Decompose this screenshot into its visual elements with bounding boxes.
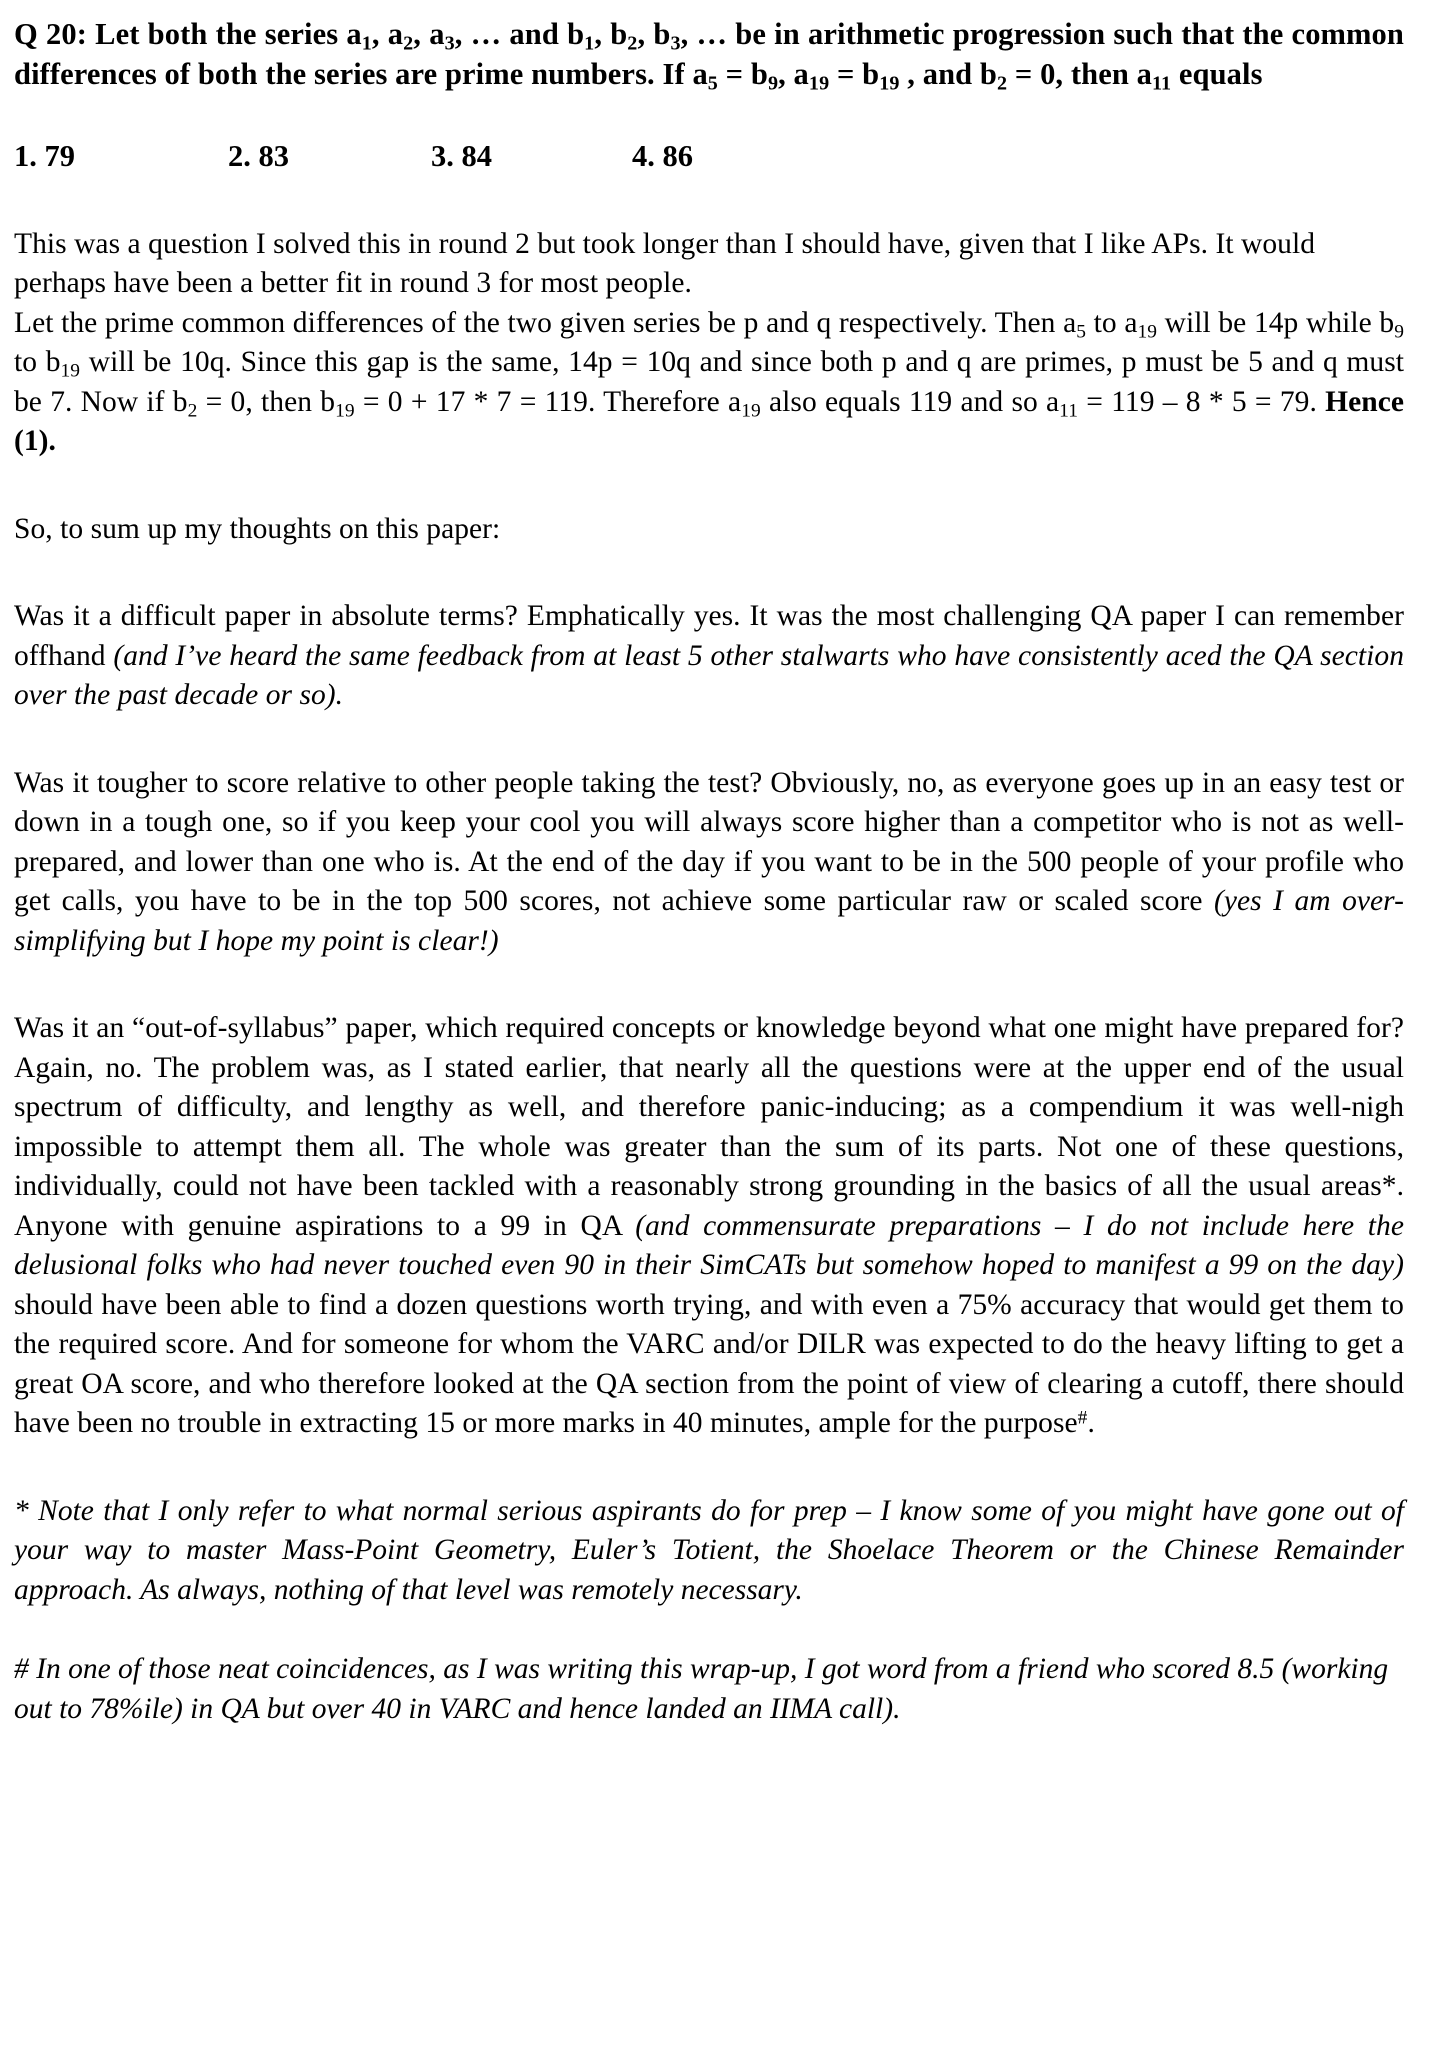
spacer-before-footnotes	[14, 1444, 1404, 1492]
work-text-6: = 0, then b	[197, 385, 336, 418]
answer-options-row	[14, 139, 1404, 185]
relative-italic-aside: (yes I am over-simplifying but I hope my point is clear!)	[14, 885, 1404, 957]
answer-option-4[interactable]: 4. 86	[632, 138, 693, 173]
question-text-12: = 0, then a	[1007, 57, 1152, 92]
subscript-b2: 2	[627, 32, 638, 55]
paragraph-out-of-syllabus	[14, 1009, 1404, 1444]
question-text-5: , b	[594, 17, 628, 51]
question-stem	[14, 14, 1404, 95]
work-sub-b9: 9	[1394, 320, 1404, 342]
work-sub-b2: 2	[187, 400, 198, 421]
work-sub-a19-b: 19	[741, 400, 761, 421]
subscript-a11: 11	[1151, 72, 1172, 95]
work-text-7: = 0 + 17 * 7 = 119. Therefore a	[354, 385, 742, 418]
question-text-11: , and b	[899, 57, 997, 92]
work-text-8: also equals 119 and so a	[760, 385, 1060, 418]
solution-intro-paragraph: This was a question I solved this in round 2 but took longer than I should have, given that I like APs. It would perhaps have been a better fit in round 3 for most people.	[14, 227, 1315, 300]
subscript-b9: 9	[767, 72, 779, 95]
syllabus-italic-aside: (and commensurate preparations – I do not include here the delusional folks who had never touched even 90 in their SimCATs but somehow hoped to manifest a 99 on the day)	[14, 1209, 1404, 1282]
question-text-4: , … and b	[454, 17, 585, 51]
spacer-between-footnotes	[14, 1610, 1404, 1650]
paragraph-relative-scoring	[14, 764, 1404, 962]
spacer-before-difficulty	[14, 549, 1404, 597]
subscript-a5: 5	[707, 72, 718, 95]
work-text-4: to b	[14, 346, 61, 379]
question-text-7: , … be in arithmetic progression such that the common differences of both the series are prime numbers. If a	[14, 17, 1404, 92]
work-sub-a11: 11	[1059, 400, 1079, 421]
answer-option-3[interactable]: 3. 84	[431, 138, 492, 173]
summary-lead-in: So, to sum up my thoughts on this paper:	[14, 512, 501, 545]
spacer-before-relative	[14, 716, 1404, 764]
subscript-b3: 3	[670, 32, 681, 55]
spacer-before-syllabus	[14, 961, 1404, 1009]
footnote-star: * Note that I only refer to what normal serious aspirants do for prep – I know some of you might have gone out of your way to master Mass-Point Geometry, Euler’s Totient, the Shoelace Theorem or the Chinese Remainder approach. As always, nothing of that level was remotely necessary.	[14, 1494, 1404, 1606]
question-text-13: equals	[1171, 57, 1263, 92]
question-text-2: , a	[371, 17, 404, 51]
spacer-before-summary	[14, 462, 1404, 510]
subscript-a19: 19	[808, 72, 830, 95]
hence-answer-label: Hence (1).	[14, 385, 1405, 458]
question-text-8: = b	[717, 57, 768, 92]
subscript-b19: 19	[879, 72, 900, 95]
subscript-a3: 3	[444, 32, 455, 55]
difficulty-plain-text: Was it a difficult paper in absolute terms? Emphatically yes. It was the most challenging QA paper I can remember offhand	[14, 600, 1404, 672]
footnote-marker-hash: #	[1077, 1407, 1088, 1429]
subscript-a1: 1	[361, 32, 372, 55]
subscript-b1: 1	[584, 32, 595, 55]
question-text-10: = b	[829, 57, 880, 92]
work-sub-a19: 19	[1137, 320, 1158, 342]
solution-working-paragraph	[14, 304, 1404, 462]
work-sub-b19: 19	[60, 360, 81, 382]
question-text-6: , b	[637, 17, 671, 51]
work-sub-a5: 5	[1076, 320, 1087, 342]
syllabus-plain-text-3: .	[1087, 1407, 1095, 1440]
question-label: Q 20:	[14, 17, 87, 51]
work-text-5: will be 10q. Since this gap is the same, 14p = 10q and since both p and q are primes, p must be 5 and q must be 7. Now if b	[14, 346, 1404, 418]
answer-option-2[interactable]: 2. 83	[228, 138, 289, 173]
relative-plain-text: Was it tougher to score relative to other people taking the test? Obviously, no, as everyone goes up in an easy test or down in a tough one, so if you keep your cool you will always score higher than a competitor who is not as well-prepared, and lower than one who is. At the end of the day if you want to be in the 500 people of your profile who get calls, you have to be in the top 500 scores, not achieve some particular raw or scaled score	[14, 766, 1404, 918]
answer-option-1[interactable]: 1. 79	[14, 138, 75, 173]
work-text-9: = 119 – 8 * 5 = 79.	[1078, 385, 1326, 418]
subscript-b2-second: 2	[997, 72, 1008, 95]
work-text-2: to a	[1086, 306, 1138, 339]
question-text-1: Let both the series a	[86, 17, 362, 51]
paragraph-difficulty	[14, 597, 1404, 716]
syllabus-plain-text-1: Was it an “out-of-syllabus” paper, which required concepts or knowledge beyond what one might have prepared for? Again, no. The problem was, as I stated earlier, that nearly all the questions were at the upper end of the usual spectrum of difficulty, and lengthy as well, and therefore panic-inducing; as a compendium it was well-nigh impossible to attempt them all. The whole was greater than the sum of its parts. Not one of these questions, individually, could not have been tackled with a reasonably strong grounding in the basics of all the usual areas*. Anyone with genuine aspirations to a 99 in QA	[14, 1012, 1404, 1242]
work-sub-b19-b: 19	[335, 400, 355, 421]
question-text-3: , a	[413, 17, 445, 51]
question-text-9: , a	[778, 57, 809, 92]
work-text-1: Let the prime common differences of the two given series be p and q respectively. Then a	[14, 306, 1077, 339]
work-text-3: will be 14p while b	[1157, 306, 1395, 339]
difficulty-italic-aside: (and I’ve heard the same feedback from at least 5 other stalwarts who have consistently aced the QA section over the past decade or so).	[14, 639, 1404, 712]
subscript-a2: 2	[403, 32, 414, 55]
footnote-hash: # In one of those neat coincidences, as I was writing this wrap-up, I got word from a friend who scored 8.5 (working out to 78%ile) in QA but over 40 in VARC and hence landed an IIMA call).	[14, 1653, 1389, 1725]
syllabus-plain-text-2: should have been able to find a dozen questions worth trying, and with even a 75% accuracy that would get them to the required score. And for someone for whom the VARC and/or DILR was expected to do the heavy lifting to get a great OA score, and who therefore looked at the QA section from the point of view of clearing a cutoff, there should have been no trouble in extracting 15 or more marks in 40 minutes, ample for the purpose	[14, 1288, 1404, 1440]
spacer-after-options	[14, 185, 1404, 225]
